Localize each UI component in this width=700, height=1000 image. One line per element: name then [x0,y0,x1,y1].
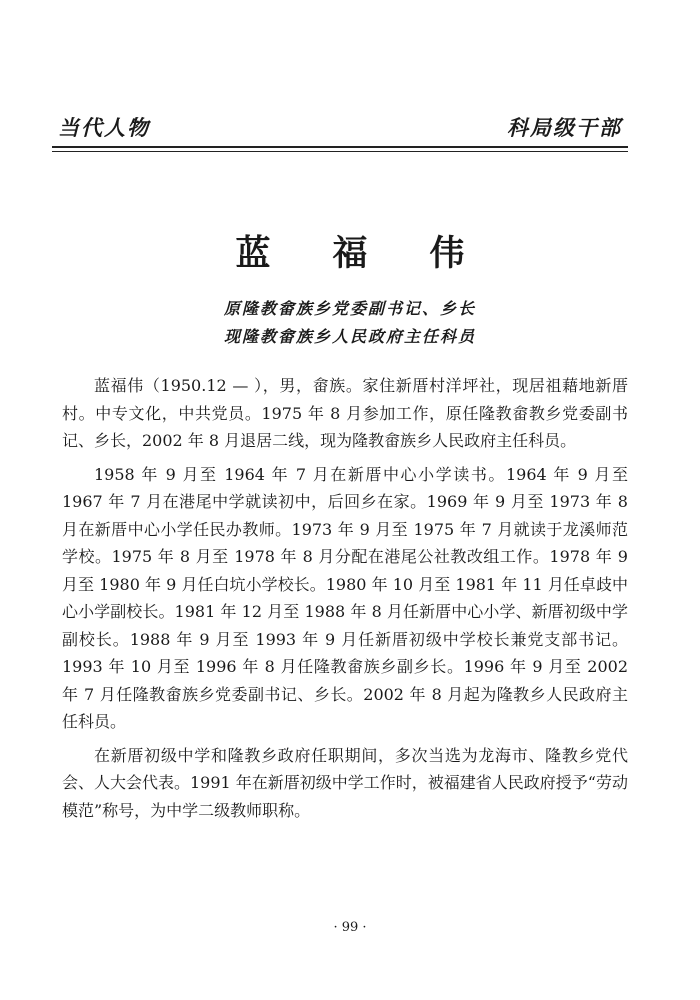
former-position: 原隆教畲族乡党委副书记、乡长 [223,299,476,318]
paragraph-career: 1958 年 9 月至 1964 年 7 月在新厝中心小学读书。1964 年 9 月至 1967 年 7 月在港尾中学就读初中，后回乡在家。1969 年 9 月至 1973 年 8 月在新厝中心小学任民办教师。1973 年 9 月至 1975 年 7 月就读于龙溪师范学校。1975 年 8 月至 1978 年 8 月分配在港尾公社教改组工作。1978 年 9 月至 1980 年 9 月任白坑小学校长。1980 年 10 月至 1981 年 11 月任卓歧中心小学副校长。1981 年 12 月至 1988 年 8 月任新厝中心小学、新厝初级中学副校长。1988 年 9 月至 1993 年 9 月任新厝初级中学校长兼党支部书记。1993 年 10 月至 1996 年 8 月任隆教畲族乡副乡长。1996 年 9 月至 2002 年 7 月任隆教畲族乡党委副书记、乡长。2002 年 8 月起为隆教乡人民政府主任科员。 [62,464,628,731]
paragraph-intro: 蓝福伟（1950.12 — ），男，畲族。家住新厝村洋坪社，现居祖藉地新厝村。中专文化，中共党员。1975 年 8 月参加工作，原任隆教畲教乡党委副书记、乡长，2002 年 8 月退居二线，现为隆教畲族乡人民政府主任科员。 [62,376,628,450]
current-position: 现隆教畲族乡人民政府主任科员 [223,327,476,346]
paragraph-honors: 在新厝初级中学和隆教乡政府任职期间，多次当选为龙海市、隆教乡党代会、人大会代表。1991 年在新厝初级中学工作时，被福建省人民政府授予“劳动模范”称号，为中学二级教师职称。 [62,745,628,820]
running-header [58,112,622,146]
category-title: 科局级干部 [507,116,622,140]
section-title: 当代人物 [58,116,150,140]
page-number: · 99 · [333,920,367,935]
person-name-title: 蓝福伟 [235,233,527,274]
biography-body [62,372,628,830]
header-divider [52,146,628,152]
